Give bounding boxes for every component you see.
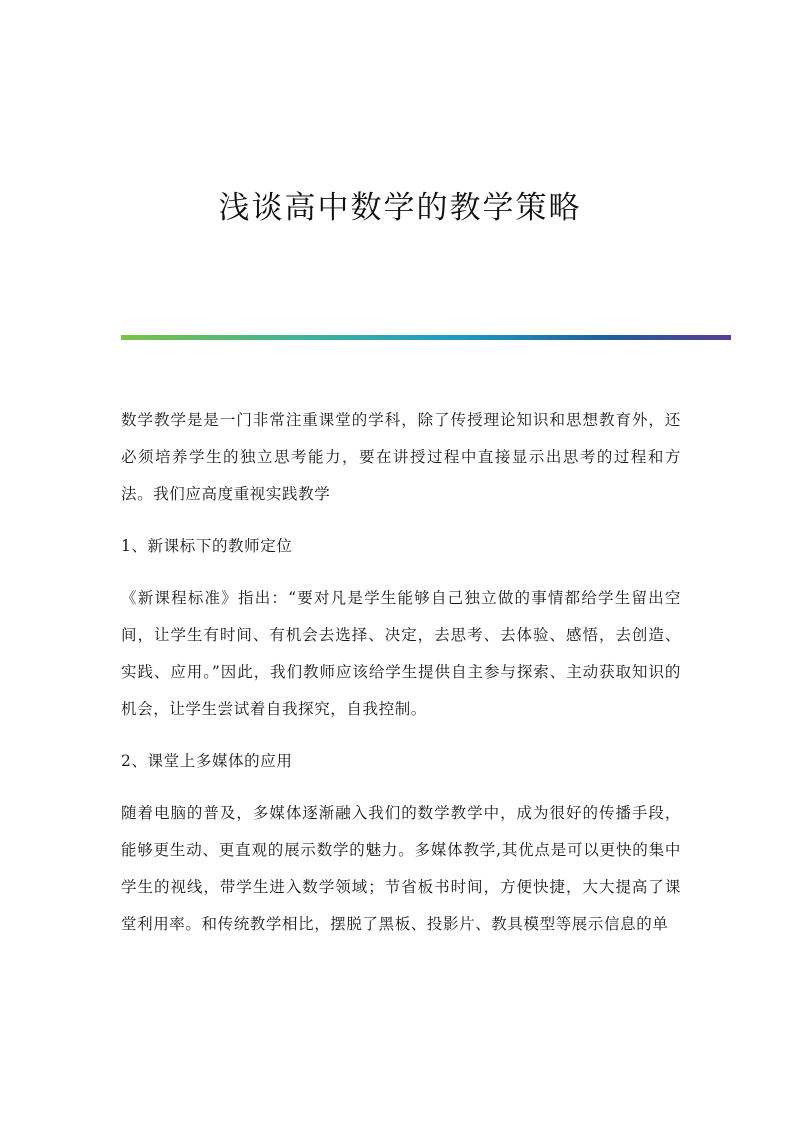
document-title: 浅谈高中数学的教学策略 (218, 190, 582, 226)
section-heading-1: 1、新课标下的教师定位 (121, 537, 293, 555)
section-heading-2: 2、课堂上多媒体的应用 (121, 752, 293, 770)
title-divider (121, 335, 731, 340)
document-body (121, 402, 681, 958)
section-1-paragraph: 《新课程标准》指出：“要对凡是学生能够自己独立做的事情都给学生留出空间，让学生有时间、有机会去选择、决定，去思考、去体验、感悟，去创造、实践、应用。”因此，我们教师应该给学生提供自主参与探索、主动获取知识的机会，让学生尝试着自我探究，自我控制。 (121, 589, 681, 718)
section-2-paragraph: 随着电脑的普及，多媒体逐渐融入我们的数学教学中，成为很好的传播手段，能够更生动、更直观的展示数学的魅力。多媒体教学,其优点是可以更快的集中学生的视线，带学生进入数学领域；节省板书时间，方便快捷，大大提高了课堂利用率。和传统教学相比，摆脱了黑板、投影片、教具模型等展示信息的单 (121, 804, 681, 933)
intro-paragraph: 数学教学是是一门非常注重课堂的学科，除了传授理论知识和思想教育外，还必须培养学生的独立思考能力，要在讲授过程中直接显示出思考的过程和方法。我们应高度重视实践教学 (121, 411, 681, 503)
